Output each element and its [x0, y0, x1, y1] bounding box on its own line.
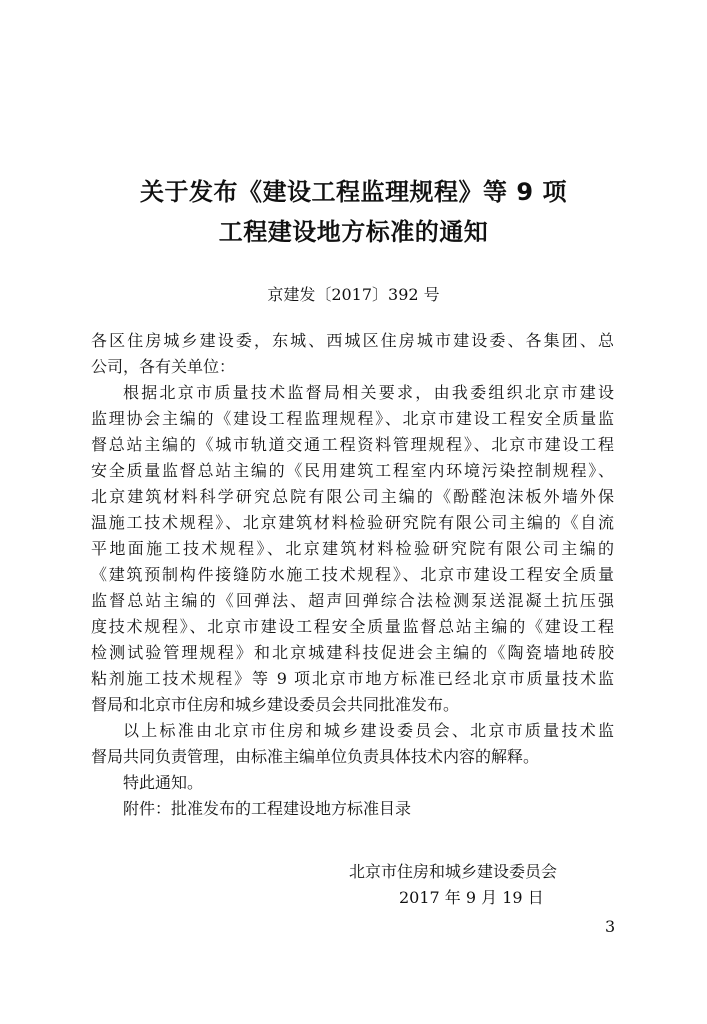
body-line: 检测试验管理规程》和北京城建科技促进会主编的《陶瓷墙地砖胶: [91, 643, 614, 662]
body-line: 北京建筑材料科学研究总院有限公司主编的《酚醛泡沫板外墙外保: [91, 487, 614, 506]
addressee-line-1: 各区住房城乡建设委，东城、西城区住房城市建设委、各集团、总: [91, 331, 614, 350]
body-line: 平地面施工技术规程》、北京建筑材料检验研究院有限公司主编的: [91, 539, 614, 558]
body-line: 以上标准由北京市住房和城乡建设委员会、北京市质量技术监: [123, 721, 614, 740]
signature-date: 2017 年 9 月 19 日: [399, 888, 544, 907]
body-line: 温施工技术规程》、北京建筑材料检验研究院有限公司主编的《自流: [91, 513, 614, 532]
notice-title-line-2: 工程建设地方标准的通知: [218, 218, 489, 246]
body-line: 督总站主编的《城市轨道交通工程资料管理规程》、北京市建设工程: [91, 435, 614, 454]
body-line: 《建筑预制构件接缝防水施工技术规程》、北京市建设工程安全质量: [91, 565, 614, 584]
attachment-line: 附件：批准发布的工程建设地方标准目录: [123, 799, 412, 818]
body-line: 粘剂施工技术规程》等 9 项北京市地方标准已经北京市质量技术监: [91, 669, 614, 688]
closing-line: 特此通知。: [123, 773, 204, 792]
body-line: 度技术规程》、北京市建设工程安全质量监督总站主编的《建设工程: [91, 617, 614, 636]
body-line: 安全质量监督总站主编的《民用建筑工程室内环境污染控制规程》、: [91, 461, 614, 480]
body-line: 督局和北京市住房和城乡建设委员会共同批准发布。: [91, 695, 460, 714]
body-line: 督局共同负责管理，由标准主编单位负责具体技术内容的解释。: [91, 747, 540, 766]
document-number: 京建发〔2017〕392 号: [267, 285, 440, 304]
body-line: 根据北京市质量技术监督局相关要求，由我委组织北京市建设: [123, 383, 614, 402]
body-line: 监督总站主编的《回弹法、超声回弹综合法检测泵送混凝土抗压强: [91, 591, 614, 610]
body-line: 监理协会主编的《建设工程监理规程》、北京市建设工程安全质量监: [91, 409, 614, 428]
signature-organization: 北京市住房和城乡建设委员会: [349, 862, 558, 881]
page-number: 3: [605, 917, 616, 936]
notice-title-line-1: 关于发布《建设工程监理规程》等 9 项: [140, 178, 567, 206]
addressee-line-2: 公司，各有关单位：: [91, 357, 236, 376]
